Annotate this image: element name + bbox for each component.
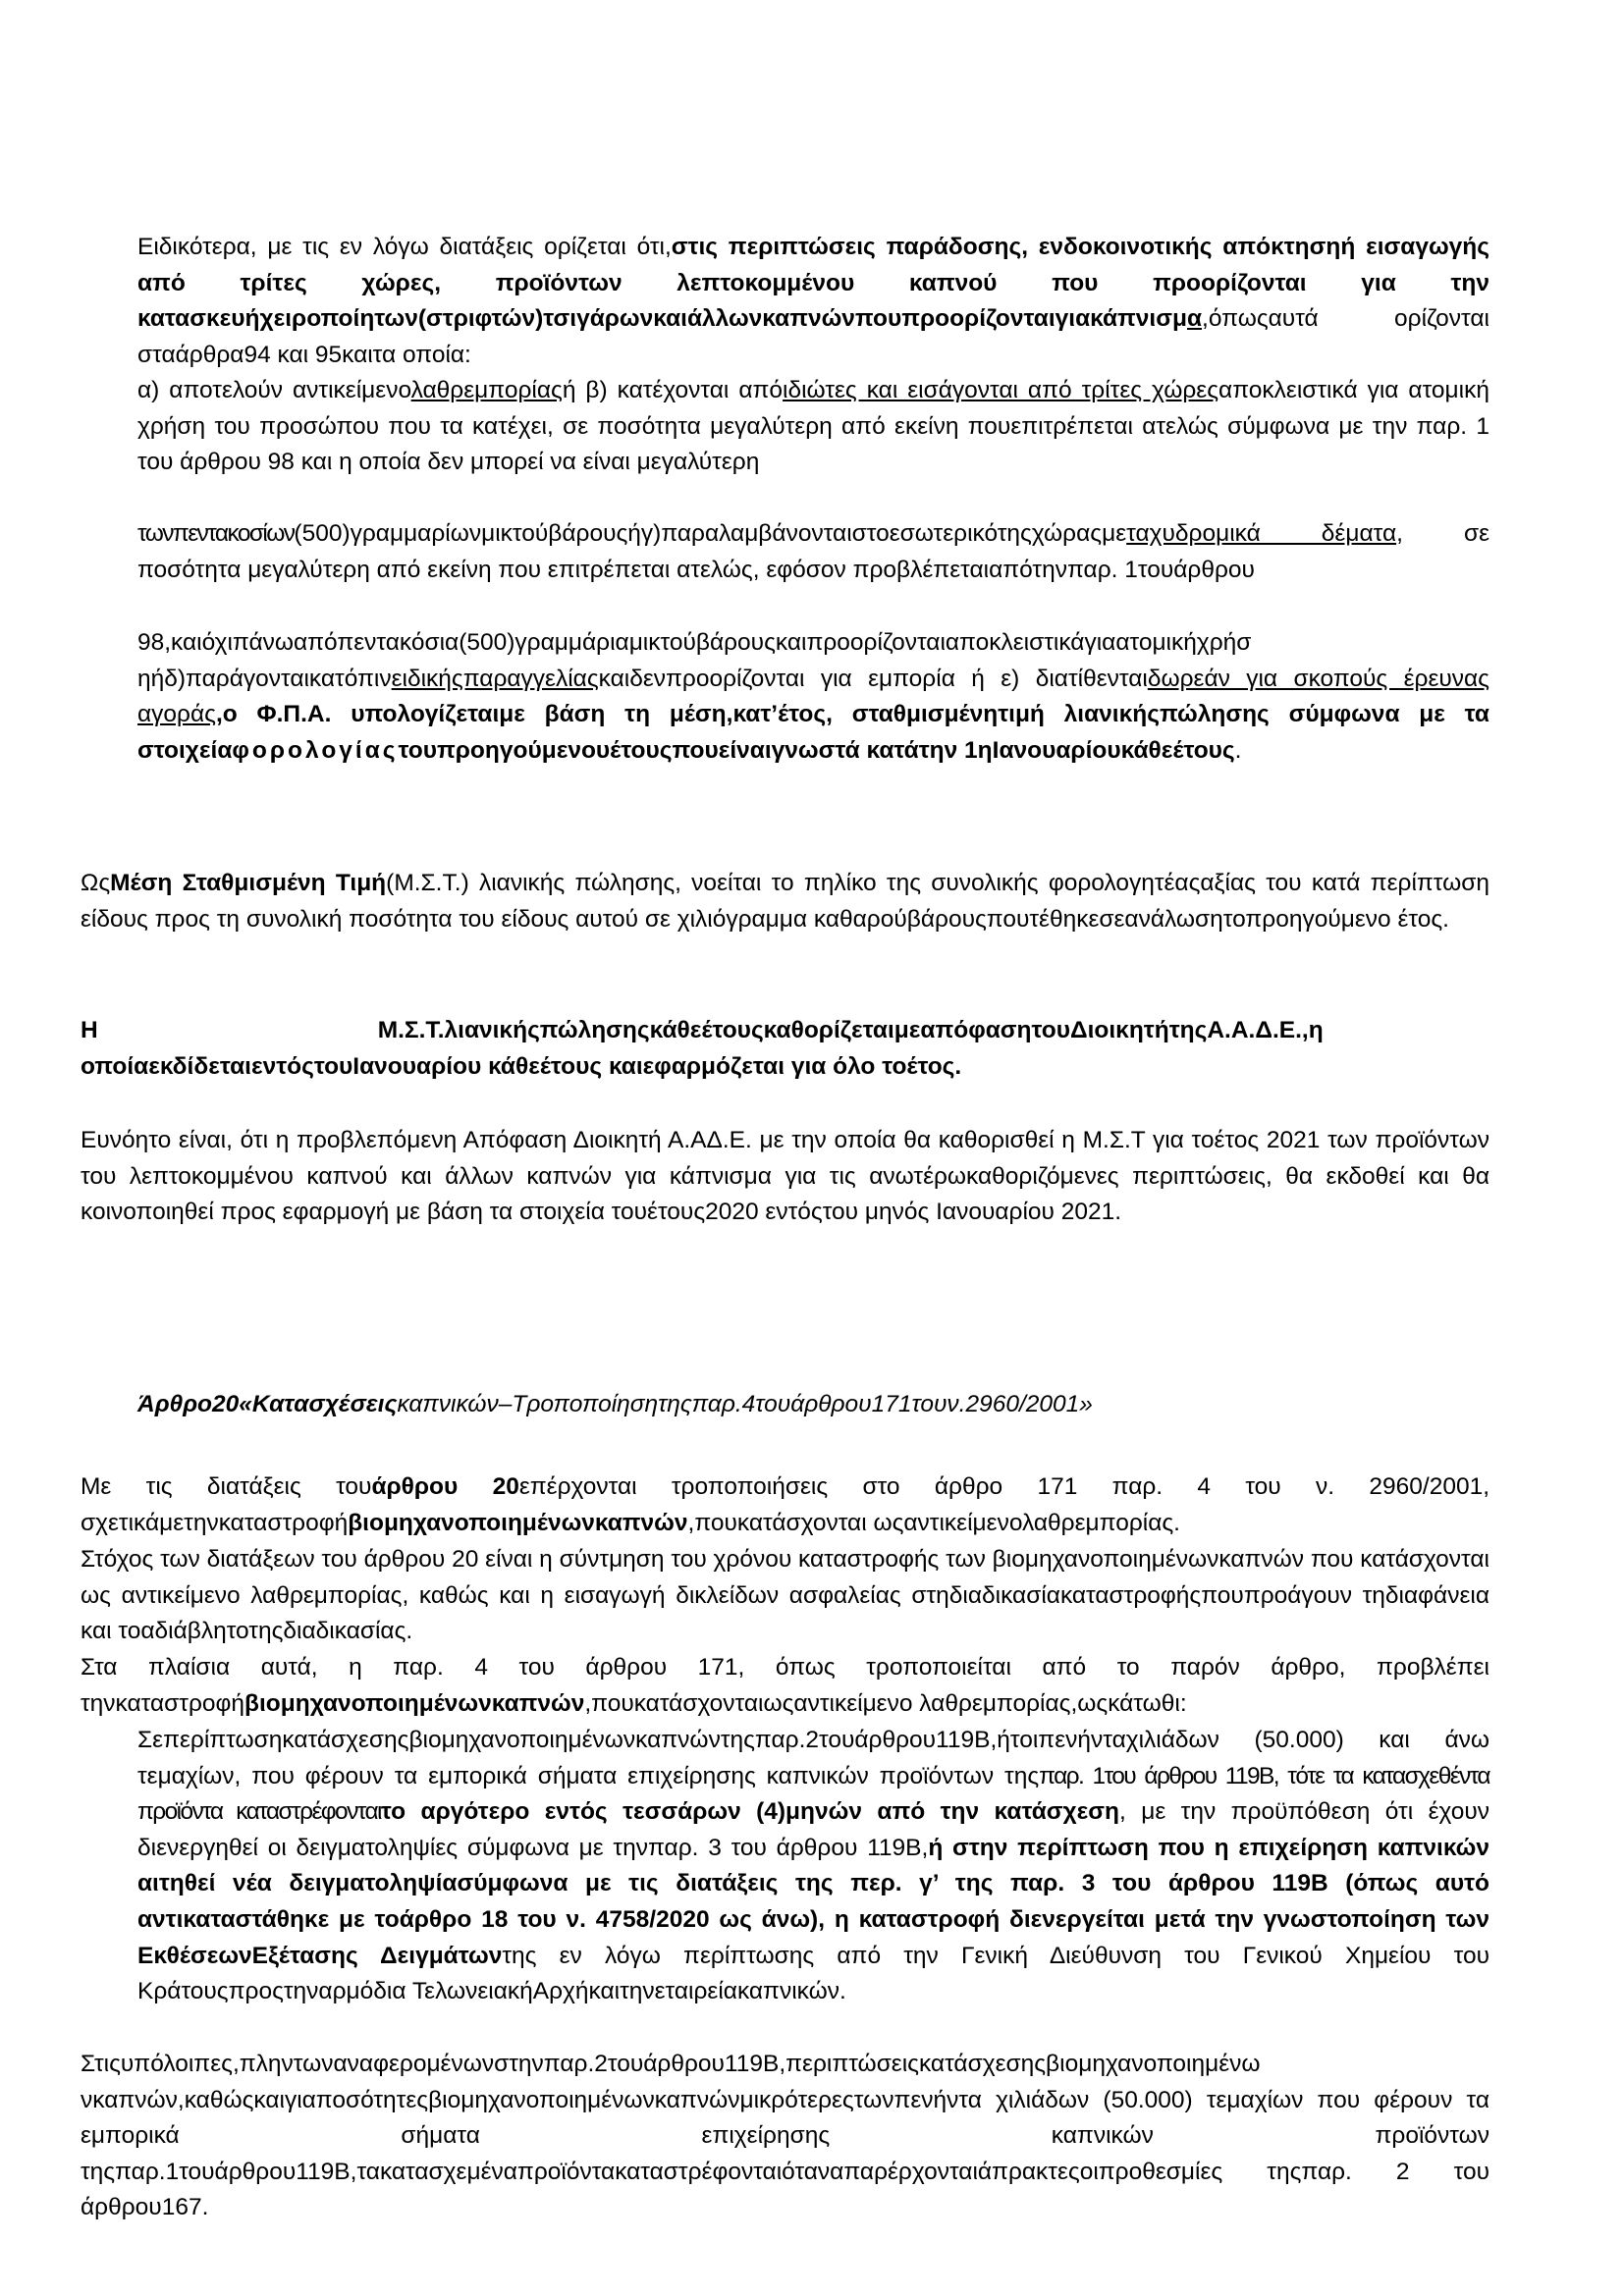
article-20-heading-italic: καπνικών–Τροποποίησητηςπαρ.4τουάρθρου171τουν.2960/2001» bbox=[397, 1391, 1093, 1417]
smuggling-underlined: λαθρεμπορίας bbox=[410, 377, 563, 403]
paragraph-remaining-cases bbox=[81, 2047, 1489, 2226]
mst-def-text-b: (Μ.Σ.Τ.) λιανικής πώλησης, νοείται το πηλίκο της συνολικής φορολογητέαςαξίας του κατά περίπτωση είδους προς τη συνολική ποσότητα του είδους αυτού σε χιλιόγραμμα καθαρούβάρουςπουτέθηκεσεανάλωσητοπροηγούμενο έτος. bbox=[81, 870, 1489, 933]
paragraph-seizure-case bbox=[137, 1723, 1489, 2010]
special-order-underlined: ειδικήςπαραγγελίας bbox=[391, 665, 599, 692]
mst-decision-text: Μ.Σ.Τ.λιανικήςπώλησηςκάθεέτουςκαθορίζεταιμεαπόφασητουΔιοικητήτηςΑ.Α.Δ.Ε.,η οποίαεκδίδεταιεντόςτουΙανουαρίου κάθεέτους καιεφαρμόζεται για όλο τοέτος. bbox=[81, 1017, 1324, 1080]
paragraph-decision-2021 bbox=[81, 1123, 1489, 1231]
framework-text-b: ,πουκατάσχονταιωςαντικείμενο λαθρεμπορίας,ωςκάτωθι: bbox=[584, 1689, 1187, 1717]
paragraph-cases-d-e bbox=[137, 625, 1489, 769]
paragraph-mst-decision bbox=[81, 1013, 1489, 1085]
seizure-bold-deadline: το αργότερο εντός τεσσάρων (4)μηνών από την κατάσχεση bbox=[380, 1798, 1119, 1826]
seizure-compressed-text: παρ. 1του άρθρου 119Β, τότε τα κατασχεθέντα προϊόντα καταστρέφονται bbox=[137, 1762, 1489, 1826]
paragraph-cases-a-b bbox=[137, 373, 1489, 481]
mst-term-bold: Μέση Σταθμισμένη Τιμή bbox=[110, 870, 387, 896]
article-20-heading bbox=[137, 1387, 1093, 1422]
case-c-text-b: (500)γραμμαρίωνμικτούβάρουςήγ)παραλαμβάνονταιστοεσωτερικότηςχώραςμε bbox=[294, 520, 1127, 547]
article-20-heading-bold: Άρθρο20«Κατασχέσεις bbox=[137, 1391, 398, 1417]
framework-bold-tobacco: βιομηχανοποιημένωνκαπνών bbox=[244, 1689, 585, 1717]
art20-text-c: ,πουκατάσχονται ωςαντικείμενολαθρεμπορίας. bbox=[687, 1509, 1180, 1536]
mst-decision-article: Η bbox=[81, 1017, 98, 1043]
paragraph-intro bbox=[137, 230, 1489, 373]
previous-year-bold-text: τουπροηγούμενουέτουςπουείναιγνωστά κατάτην 1ηΙανουαρίουκάθεέτους bbox=[398, 736, 1235, 764]
cases-de-end: . bbox=[1234, 736, 1242, 764]
goal-text: Στόχος των διατάξεων του άρθρου 20 είναι η σύντμηση του χρόνου καταστροφής των βιομηχανοποιημένωνκαπνών που κατάσχονται ως αντικείμενο λαθρεμπορίας, καθώς και η εισαγωγή δικλείδων ασφαλείας στηδιαδικασίακαταστροφήςπουπροάγουν τηδιαφάνεια και τοαδιάβλητοτηςδιαδικασίας. bbox=[81, 1546, 1489, 1645]
cases-text-c: αποκλειστικά για ατομική χρήση του προσώπου που τα κατέχει, σε ποσότητα μεγαλύτερη από εκείνη πουεπιτρέπεται ατελώς σύμφωνα με την παρ. 1 του άρθρου 98 και η οποία δεν μπορεί να είναι μεγαλύτερη bbox=[137, 377, 1489, 476]
seizure-text-a: Σεπερίπτωσηκατάσχεσηςβιομηχανοποιημένωνκαπνώντηςπαρ.2τουάρθρου119Β,ήτοιπενήνταχιλιάδων (50.000) και άνω τεμαχίων, που φέρουν τα εμπορικά σήματα επιχείρησης καπνικών προϊόντων της bbox=[137, 1727, 1489, 1789]
decision-2021-text: Ευνόητο είναι, ότι η προβλεπόμενη Απόφαση Διοικητή Α.ΑΔ.Ε. με την οποία θα καθορισθεί η Μ.Σ.Τ για τοέτος 2021 των προϊόντων του λεπτοκομμένου καπνού και άλλων καπνών για κάπνισμα για τις ανωτέρωκαθοριζόμενες περιπτώσεις, θα εκδοθεί και θα κοινοποιηθεί προς εφαρμογή με βάση τα στοιχεία τουέτους2020 εντόςτου μηνός Ιανουαρίου 2021. bbox=[81, 1127, 1489, 1226]
taxation-spaced-text: φορολογίας bbox=[232, 736, 399, 764]
framework-text-a: Στα πλαίσια αυτά, η παρ. 4 του άρθρου 171, όπως τροποποιείται από το παρόν άρθρο, προβλέπει τηνκαταστροφή bbox=[81, 1654, 1489, 1717]
paragraph-goal bbox=[81, 1542, 1489, 1650]
seizure-text-c: της εν λόγω περίπτωσης από την Γενική Διεύθυνση του Γενικού Χημείου του Κράτουςπροςτηναρμόδια ΤελωνειακήΑρχήκαιτηνεταιρείακαπνικών. bbox=[137, 1942, 1489, 2005]
free-research-underlined: δωρεάν για σκοπούς έρευνας αγοράς bbox=[137, 665, 1489, 728]
art20-bold-tobacco: βιομηχανοποιημένωνκαπνών bbox=[348, 1509, 688, 1536]
art20-text-a: Με τις διατάξεις του bbox=[81, 1473, 372, 1500]
case-c-text-a: τωνπεντακοσίων bbox=[137, 520, 295, 547]
paragraph-framework bbox=[81, 1650, 1489, 1722]
seizure-bold-new-sampling: ή στην περίπτωση που η επιχείρηση καπνικών αιτηθεί νέα δειγματοληψίασύμφωνα με τις διατάξεις της περ. γ’ της παρ. 3 του άρθρου 119Β (όπως αυτό αντικαταστάθηκε με τοάρθρο 18 του ν. 4758/2020 ως άνω), η καταστροφή διενεργείται μετά την γνωστοποίηση των ΕκθέσεωνΕξέτασης Δειγμάτων bbox=[137, 1834, 1489, 1969]
intro-tail-text: ,όπωςαυτά ορίζονται σταάρθρα94 και 95καιτα οποία: bbox=[137, 305, 1489, 368]
cases-text-b: ή β) κατέχονται από bbox=[562, 377, 784, 403]
intro-text: Ειδικότερα, με τις εν λόγω διατάξεις ορίζεται ότι, bbox=[137, 234, 672, 260]
remaining-cases-text: Στιςυπόλοιπες,πληντωναναφερομένωνστηνπαρ.2τουάρθρου119Β,περιπτώσειςκατάσχεσηςβιομηχανοποιημένω νκαπνών,καθώςκαιγιαποσότητεςβιομηχανοποιημένωνκαπνώνμικρότερεςτωνπενήντα χιλιάδων (50.000) τεμαχίων που φέρουν τα εμπορικά σήματα επιχείρησης καπνικών προϊόντων τηςπαρ.1τουάρθρου119Β,τακατασχεμέναπροϊόντακαταστρέφονταιόταναπαρέρχονταιάπρακτεςοιπροθεσμίες τηςπαρ. 2 του άρθρου167. bbox=[81, 2051, 1489, 2221]
art20-text-b: επέρχονται τροποποιήσεις στο άρθρο 171 παρ. 4 του ν. 2960/2001, σχετικάμετηνκαταστροφή bbox=[81, 1473, 1490, 1536]
case-c-text-c: , σε ποσότητα μεγαλύτερη από εκείνη που επιτρέπεται ατελώς, εφόσον προβλέπεταιαπότηνπαρ. 1τουάρθρου bbox=[137, 520, 1489, 583]
cases-de-text-a: 98,καιόχιπάνωαπόπεντακόσια(500)γραμμάριαμικτούβάρουςκαιπροορίζονταιαποκλειστικάγιαατομικήχρήσ ηήδ)παράγονταικατόπιν bbox=[137, 629, 1252, 692]
art20-bold-article: άρθρου 20 bbox=[371, 1473, 519, 1500]
paragraph-mst-definition bbox=[81, 866, 1489, 937]
mst-def-text-a: Ως bbox=[81, 870, 111, 896]
cases-de-text-b: καιδενπροορίζονται για εμπορία ή ε) διατίθενται bbox=[598, 665, 1148, 692]
intro-underlined-char: α bbox=[1186, 305, 1203, 333]
individuals-underlined: ιδιώτες και εισάγονται από τρίτες χώρες bbox=[783, 377, 1219, 403]
intro-bold-text: στις περιπτώσεις παράδοσης, ενδοκοινοτικής απόκτησηή εισαγωγής από τρίτες χώρες, προϊόντων λεπτοκομμένου καπνού που προορίζονται για την κατασκευήχειροποίητων(στριφτών)τσιγάρωνκαιάλλωνκαπνώνπουπροορίζονταιγιακάπνισμ bbox=[137, 234, 1490, 333]
seizure-text-b: , με την προϋπόθεση ότι έχουν διενεργηθεί οι δειγματοληψίες σύμφωνα με τηνπαρ. 3 του άρθρου 119Β, bbox=[137, 1798, 1489, 1861]
postal-parcels-underlined: ταχυδρομικά δέματα bbox=[1126, 520, 1397, 547]
vat-bold-text: ,ο Φ.Π.Α. υπολογίζεταιμε βάση τη μέση,κατ’έτος, σταθμισμένητιμή λιανικήςπώλησης σύμφωνα με τα στοιχεία bbox=[137, 701, 1489, 764]
paragraph-case-c bbox=[137, 516, 1489, 588]
cases-text-a: α) αποτελούν αντικείμενο bbox=[137, 377, 411, 403]
paragraph-article-20-intro bbox=[81, 1469, 1489, 1541]
